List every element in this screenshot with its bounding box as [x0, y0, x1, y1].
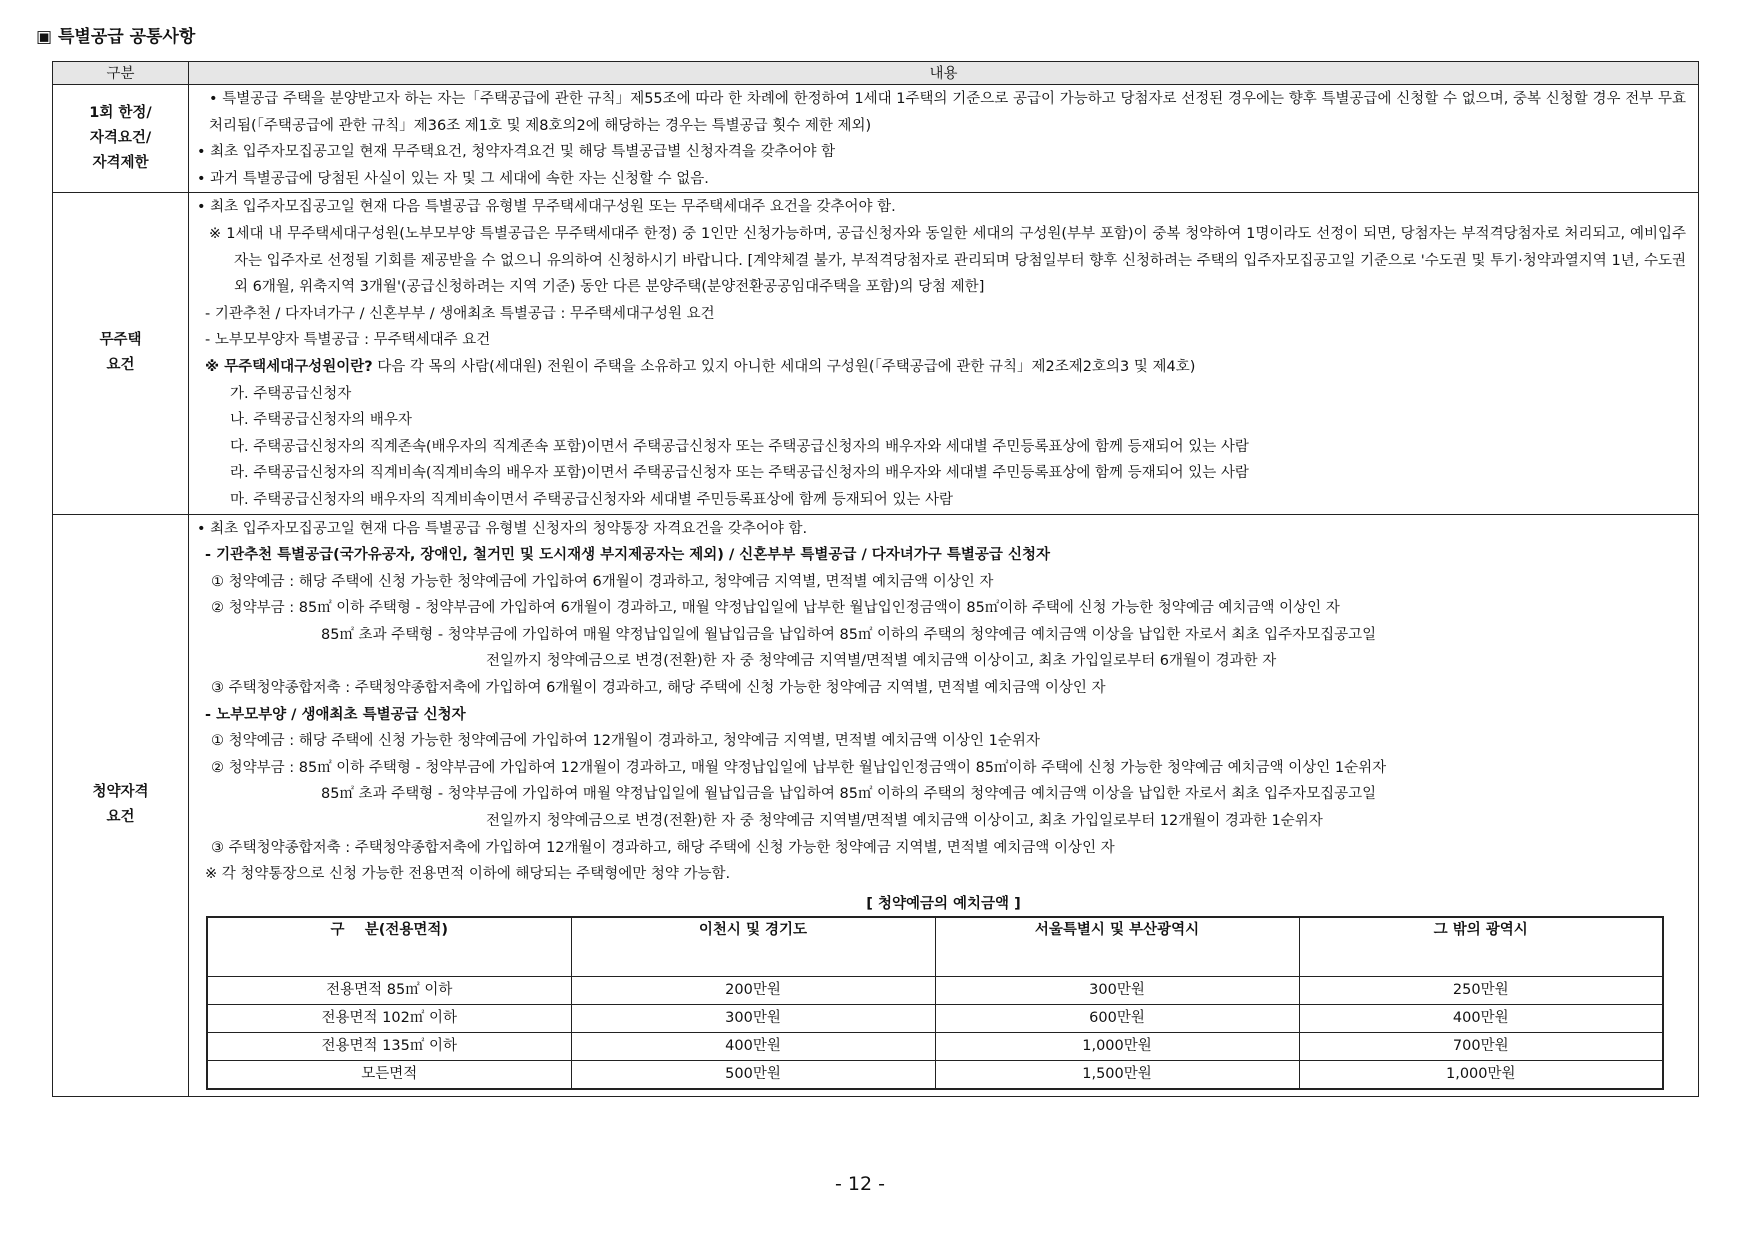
deposit-cell: 400만원 [1299, 1004, 1663, 1032]
content-line: ② 청약부금 : 85㎡ 이하 주택형 - 청약부금에 가입하여 6개월이 경과하고, 매월 약정납입일에 납부한 월납입인정금액이 85㎡이하 주택에 신청 가능한 청약예금 예치금액 이상인 자 [211, 600, 1340, 617]
table-header-row [53, 62, 1699, 85]
category-cell: 무주택 요건 [53, 193, 189, 514]
content-line: - 기관추천 / 다자녀가구 / 신혼부부 / 생애최초 특별공급 : 무주택세대구성원 요건 [205, 305, 715, 322]
content-cell [189, 193, 1699, 514]
content-cell [189, 514, 1699, 1096]
deposit-cell: 400만원 [571, 1032, 935, 1060]
content-line: - 노부모부양 / 생애최초 특별공급 신청자 [205, 706, 466, 723]
content-line: • 최초 입주자모집공고일 현재 무주택요건, 청약자격요건 및 해당 특별공급별 신청자격을 갖추어야 함 [197, 144, 836, 161]
deposit-cell: 1,000만원 [935, 1032, 1299, 1060]
content-line: 전일까지 청약예금으로 변경(전환)한 자 중 청약예금 지역별/면적별 예치금액 이상이고, 최초 가입일로부터 12개월이 경과한 1순위자 [486, 813, 1323, 830]
content-line: • 특별공급 주택을 분양받고자 하는 자는「주택공급에 관한 규칙」제55조에 따라 한 차례에 한정하여 1세대 1주택의 기준으로 공급이 가능하고 당첨자로 선정된 경우에는 향후 특별공급에 신청할 수 없으며, 중복 신청할 경우 전부 무효 처리됨(「주택공급에 관한 규칙」제36조 제1호 및 제8호의2에 해당하는 경우는 특별공급 횟수 제한 제외) [209, 91, 1686, 134]
content-line: 85㎡ 초과 주택형 - 청약부금에 가입하여 매월 약정납입일에 월납입금을 납입하여 85㎡ 이하의 주택의 청약예금 예치금액 이상을 납입한 자로서 최초 입주자모집공고일 [321, 786, 1377, 803]
deposit-cell: 300만원 [571, 1004, 935, 1032]
content-line: ※ 1세대 내 무주택세대구성원(노부모부양 특별공급은 무주택세대주 한정) 중 1인만 신청가능하며, 공급신청자와 동일한 세대의 구성원(부부 포함)이 중복 청약하여 1명이라도 선정이 되면, 당첨자는 부적격당첨자로 처리되고, 예비입주자는 입주자로 선정될 기회를 제공받을 수 없으니 유의하여 신청하시기 바랍니다. [계약체결 불가, 부적격당첨자로 관리되며 당첨일부터 향후 신청하려는 주택의 입주자모집공고일 기준으로 '수도권 및 투기·청약과열지역 1년, 수도권외 6개월, 위축지역 3개월'(공급신청하려는 지역 기준) 동안 다른 분양주택(분양전환공공임대주택을 포함)의 당첨 제한] [209, 225, 1686, 296]
content-line: 전일까지 청약예금으로 변경(전환)한 자 중 청약예금 지역별/면적별 예치금액 이상이고, 최초 가입일로부터 6개월이 경과한 자 [486, 653, 1277, 670]
content-line: - 노부모부양자 특별공급 : 무주택세대주 요건 [205, 332, 491, 349]
content-line: 마. 주택공급신청자의 배우자의 직계비속이면서 주택공급신청자와 세대별 주민등록표상에 함께 등재되어 있는 사람 [230, 491, 954, 508]
deposit-cell: 250만원 [1299, 976, 1663, 1004]
page-number: - 12 - [835, 1173, 885, 1195]
content-line: ※ 무주택세대구성원이란? 다음 각 목의 사람(세대원) 전원이 주택을 소유하고 있지 아니한 세대의 구성원(「주택공급에 관한 규칙」제2조제2호의3 및 제4호) [205, 358, 1196, 375]
deposit-cell: 700만원 [1299, 1032, 1663, 1060]
deposit-header-row [207, 917, 1663, 977]
content-cell [189, 85, 1699, 193]
deposit-header: 그 밖의 광역시 [1299, 917, 1663, 977]
header-category: 구분 [53, 62, 189, 85]
category-cell: 1회 한정/ 자격요건/ 자격제한 [53, 85, 189, 193]
deposit-row [207, 1032, 1663, 1060]
content-line: ③ 주택청약종합저축 : 주택청약종합저축에 가입하여 12개월이 경과하고, 해당 주택에 신청 가능한 청약예금 지역별, 면적별 예치금액 이상인 자 [211, 839, 1115, 856]
category-cell: 청약자격 요건 [53, 514, 189, 1096]
deposit-table-title: [ 청약예금의 예치금액 ] [866, 895, 1021, 912]
content-line: 나. 주택공급신청자의 배우자 [230, 412, 412, 429]
content-line: ① 청약예금 : 해당 주택에 신청 가능한 청약예금에 가입하여 6개월이 경과하고, 청약예금 지역별, 면적별 예치금액 이상인 자 [211, 573, 994, 590]
table-row [53, 193, 1699, 514]
deposit-cell: 전용면적 102㎡ 이하 [207, 1004, 571, 1032]
section-title: ▣ 특별공급 공통사항 [36, 27, 196, 47]
content-line: ① 청약예금 : 해당 주택에 신청 가능한 청약예금에 가입하여 12개월이 경과하고, 청약예금 지역별, 면적별 예치금액 이상인 1순위자 [211, 733, 1040, 750]
deposit-cell: 1,000만원 [1299, 1060, 1663, 1089]
content-line: • 최초 입주자모집공고일 현재 다음 특별공급 유형별 무주택세대구성원 또는 무주택세대주 요건을 갖추어야 함. [197, 199, 896, 216]
content-line: 라. 주택공급신청자의 직계비속(직계비속의 배우자 포함)이면서 주택공급신청자 또는 주택공급신청자의 배우자와 세대별 주민등록표상에 함께 등재되어 있는 사람 [230, 465, 1249, 482]
content-line: ③ 주택청약종합저축 : 주택청약종합저축에 가입하여 6개월이 경과하고, 해당 주택에 신청 가능한 청약예금 지역별, 면적별 예치금액 이상인 자 [211, 680, 1106, 697]
special-supply-table [52, 61, 1699, 1097]
content-line: ※ 각 청약통장으로 신청 가능한 전용면적 이하에 해당되는 주택형에만 청약 가능함. [205, 866, 731, 883]
content-line: ② 청약부금 : 85㎡ 이하 주택형 - 청약부금에 가입하여 12개월이 경과하고, 매월 약정납입일에 납부한 월납입인정금액이 85㎡이하 주택에 신청 가능한 청약예금 예치금액 이상인 1순위자 [211, 759, 1387, 776]
header-content: 내용 [189, 62, 1699, 85]
content-line: 가. 주택공급신청자 [230, 385, 352, 402]
table-row [53, 85, 1699, 193]
deposit-cell: 600만원 [935, 1004, 1299, 1032]
deposit-cell: 200만원 [571, 976, 935, 1004]
content-line: 다. 주택공급신청자의 직계존속(배우자의 직계존속 포함)이면서 주택공급신청자 또는 주택공급신청자의 배우자와 세대별 주민등록표상에 함께 등재되어 있는 사람 [230, 438, 1249, 455]
content-line: - 기관추천 특별공급(국가유공자, 장애인, 철거민 및 도시재생 부지제공자는 제외) / 신혼부부 특별공급 / 다자녀가구 특별공급 신청자 [205, 547, 1050, 564]
deposit-cell: 500만원 [571, 1060, 935, 1089]
deposit-cell: 1,500만원 [935, 1060, 1299, 1089]
deposit-row [207, 976, 1663, 1004]
deposit-row [207, 1004, 1663, 1032]
deposit-amount-table [206, 916, 1664, 1090]
content-line: • 최초 입주자모집공고일 현재 다음 특별공급 유형별 신청자의 청약통장 자격요건을 갖추어야 함. [197, 520, 808, 537]
deposit-cell: 전용면적 85㎡ 이하 [207, 976, 571, 1004]
deposit-cell: 전용면적 135㎡ 이하 [207, 1032, 571, 1060]
deposit-cell: 300만원 [935, 976, 1299, 1004]
deposit-row [207, 1060, 1663, 1089]
deposit-header: 구 분(전용면적) [207, 917, 571, 977]
deposit-header: 이천시 및 경기도 [571, 917, 935, 977]
table-row [53, 514, 1699, 1096]
content-line: • 과거 특별공급에 당첨된 사실이 있는 자 및 그 세대에 속한 자는 신청할 수 없음. [197, 170, 709, 187]
deposit-cell: 모든면적 [207, 1060, 571, 1089]
content-line: 85㎡ 초과 주택형 - 청약부금에 가입하여 매월 약정납입일에 월납입금을 납입하여 85㎡ 이하의 주택의 청약예금 예치금액 이상을 납입한 자로서 최초 입주자모집공고일 [321, 626, 1377, 643]
deposit-header: 서울특별시 및 부산광역시 [935, 917, 1299, 977]
